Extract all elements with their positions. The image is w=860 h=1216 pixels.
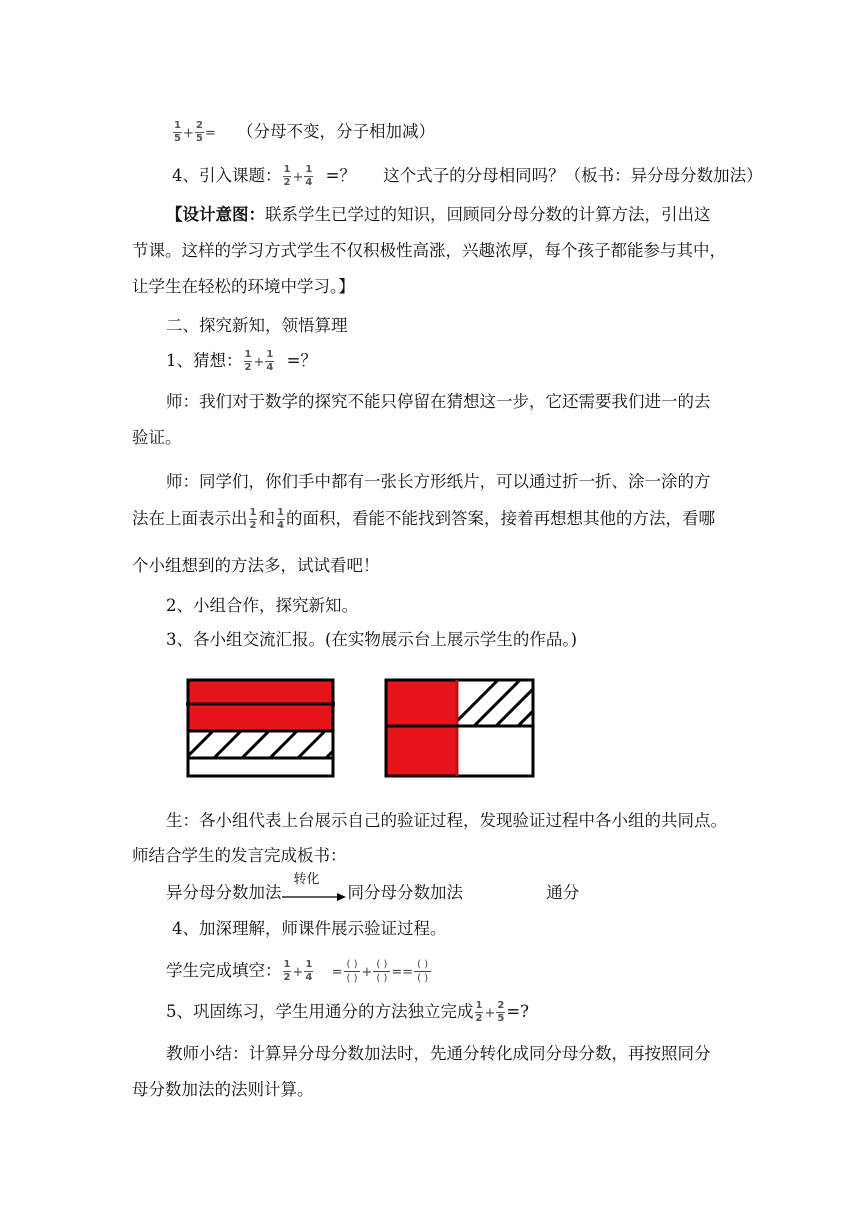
conversion-arrow: 转化: [282, 883, 346, 905]
board-right-label: 同分母分数加法: [347, 883, 463, 902]
teacher-paragraph-2-line-2: 法在上面表示出 $\frac{1}{2}$ 和 $\frac{1}{4}$ 的面积，看能不能找到答案，接着再想想其他的方法，看哪: [132, 507, 715, 531]
fraction: $\frac{1}{4}$: [276, 507, 284, 531]
summary-line-2: 母分数加法的法则计算。: [132, 1080, 314, 1099]
fraction: $\frac{1}{2}$: [244, 349, 252, 373]
fraction-area-figure: [0, 670, 860, 800]
half-rectangle-figure: [186, 680, 354, 776]
intro-topic-line: 4、引入课题： $\frac{1}{2}$ + $\frac{1}{4}$ =？ 这个式子的分母相同吗？（板书：异分母分数加法）: [172, 164, 763, 188]
review-formula-line: $\frac{1}{5}$ + $\frac{2}{5}$ = （分母不变，分子相加减）: [174, 120, 435, 144]
fill-in-line: 学生完成填空： $\frac{1}{2}$ + $\frac{1}{4}$ = $\frac{( )}{( )}$ + $\frac{( )}{( )}$ == $\frac{( )}{( )}$: [166, 959, 432, 984]
design-intent-line-2: 节课。这样的学习方式学生不仅积极性高涨，兴趣浓厚，每个孩子都能参与其中，: [132, 241, 726, 260]
step-4: 4、加深理解，师课件展示验证过程。: [172, 919, 447, 938]
teacher-paragraph-1-line-1: 师：我们对于数学的探究不能只停留在猜想这一步，它还需要我们进一的去: [166, 392, 711, 411]
teacher-paragraph-1-line-2: 验证。: [132, 428, 182, 447]
blank-fraction: $\frac{( )}{( )}$: [373, 959, 390, 984]
student-paragraph-line-2: 师结合学生的发言完成板书：: [132, 846, 347, 865]
blank-fraction: $\frac{( )}{( )}$: [414, 959, 431, 984]
board-left-label: 异分母分数加法: [166, 883, 282, 902]
section-heading: 二、探究新知，领悟算理: [166, 316, 348, 335]
hatched-quarter-region: [452, 680, 564, 726]
fraction: $\frac{1}{2}$: [283, 959, 291, 983]
hatched-quarter-region: [186, 730, 354, 758]
fraction: $\frac{2}{5}$: [497, 1000, 505, 1024]
fraction: $\frac{1}{2}$: [475, 1000, 483, 1024]
design-intent-line-3: 让学生在轻松的环境中学习。】: [132, 277, 355, 296]
fraction: $\frac{2}{5}$: [195, 120, 203, 144]
fraction: $\frac{1}{2}$: [249, 507, 257, 531]
student-paragraph-line-1: 生：各小组代表上台展示自己的验证过程，发现验证过程中各小组的共同点。: [166, 811, 727, 830]
red-half-region: [386, 680, 457, 776]
fraction: $\frac{1}{2}$: [283, 164, 291, 188]
step-5: 5、巩固练习，学生用通分的方法独立完成 $\frac{1}{2}$ + $\frac{2}{5}$ =?: [166, 1000, 530, 1024]
guess-line: 1、猜想： $\frac{1}{2}$ + $\frac{1}{4}$ =？: [166, 349, 317, 373]
fraction: $\frac{1}{5}$: [174, 120, 181, 144]
design-intent-line-1: 【设计意图：联系学生已学过的知识，回顾同分母分数的计算方法，引出这: [166, 205, 711, 224]
teacher-paragraph-2-line-3: 个小组想到的方法多，试试看吧！: [132, 556, 380, 575]
fraction: $\frac{1}{4}$: [305, 959, 313, 983]
summary-line-1: 教师小结：计算异分母分数加法时，先通分转化成同分母分数，再按照同分: [166, 1044, 711, 1063]
board-tag: 通分: [546, 883, 580, 902]
quarter-rectangle-figure: [386, 680, 564, 776]
step-3: 3、各小组交流汇报。(在实物展示台上展示学生的作品。): [166, 630, 578, 649]
review-note: （分母不变，分子相加减）: [237, 122, 435, 141]
blank-fraction: $\frac{( )}{( )}$: [344, 959, 361, 984]
teacher-paragraph-2-line-1: 师：同学们，你们手中都有一张长方形纸片，可以通过折一折、涂一涂的方: [166, 472, 711, 491]
board-writing: [166, 871, 580, 905]
fraction: $\frac{1}{4}$: [305, 164, 313, 188]
step-2: 2、小组合作，探究新知。: [166, 596, 358, 615]
fraction: $\frac{1}{4}$: [266, 349, 274, 373]
